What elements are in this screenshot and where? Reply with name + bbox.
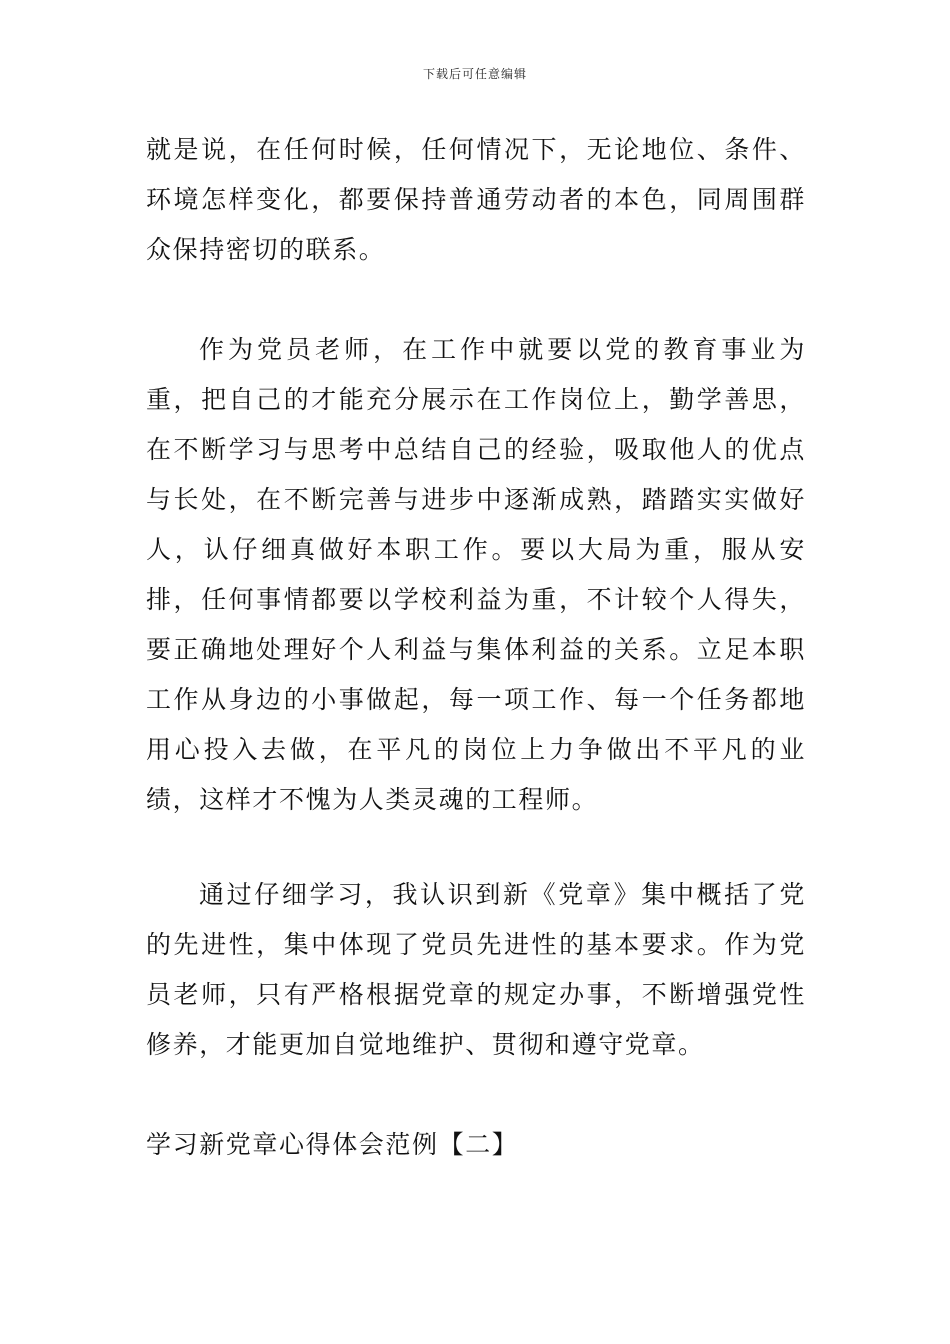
paragraph-1: 就是说，在任何时候，任何情况下，无论地位、条件、环境怎样变化，都要保持普通劳动者的本色，同周围群众保持密切的联系。	[146, 135, 806, 264]
page-header: 下载后可任意编辑	[422, 67, 527, 81]
paragraph-3: 通过仔细学习，我认识到新《党章》集中概括了党的先进性，集中体现了党员先进性的基本要求。作为党员老师，只有严格根据党章的规定办事，不断增强党性修养，才能更加自觉地维护、贯彻和遵守党章。	[146, 880, 806, 1059]
paragraph-2: 作为党员老师，在工作中就要以党的教育事业为重，把自己的才能充分展示在工作岗位上，勤学善思，在不断学习与思考中总结自己的经验，吸取他人的优点与长处，在不断完善与进步中逐渐成熟，踏踏实实做好人，认仔细真做好本职工作。要以大局为重，服从安排，任何事情都要以学校利益为重，不计较个人得失，要正确地处理好个人利益与集体利益的关系。立足本职工作从身边的小事做起，每一项工作、每一个任务都地用心投入去做，在平凡的岗位上力争做出不平凡的业绩，这样才不愧为人类灵魂的工程师。	[146, 335, 806, 814]
section-heading: 学习新党章心得体会范例【二】	[146, 1130, 519, 1159]
